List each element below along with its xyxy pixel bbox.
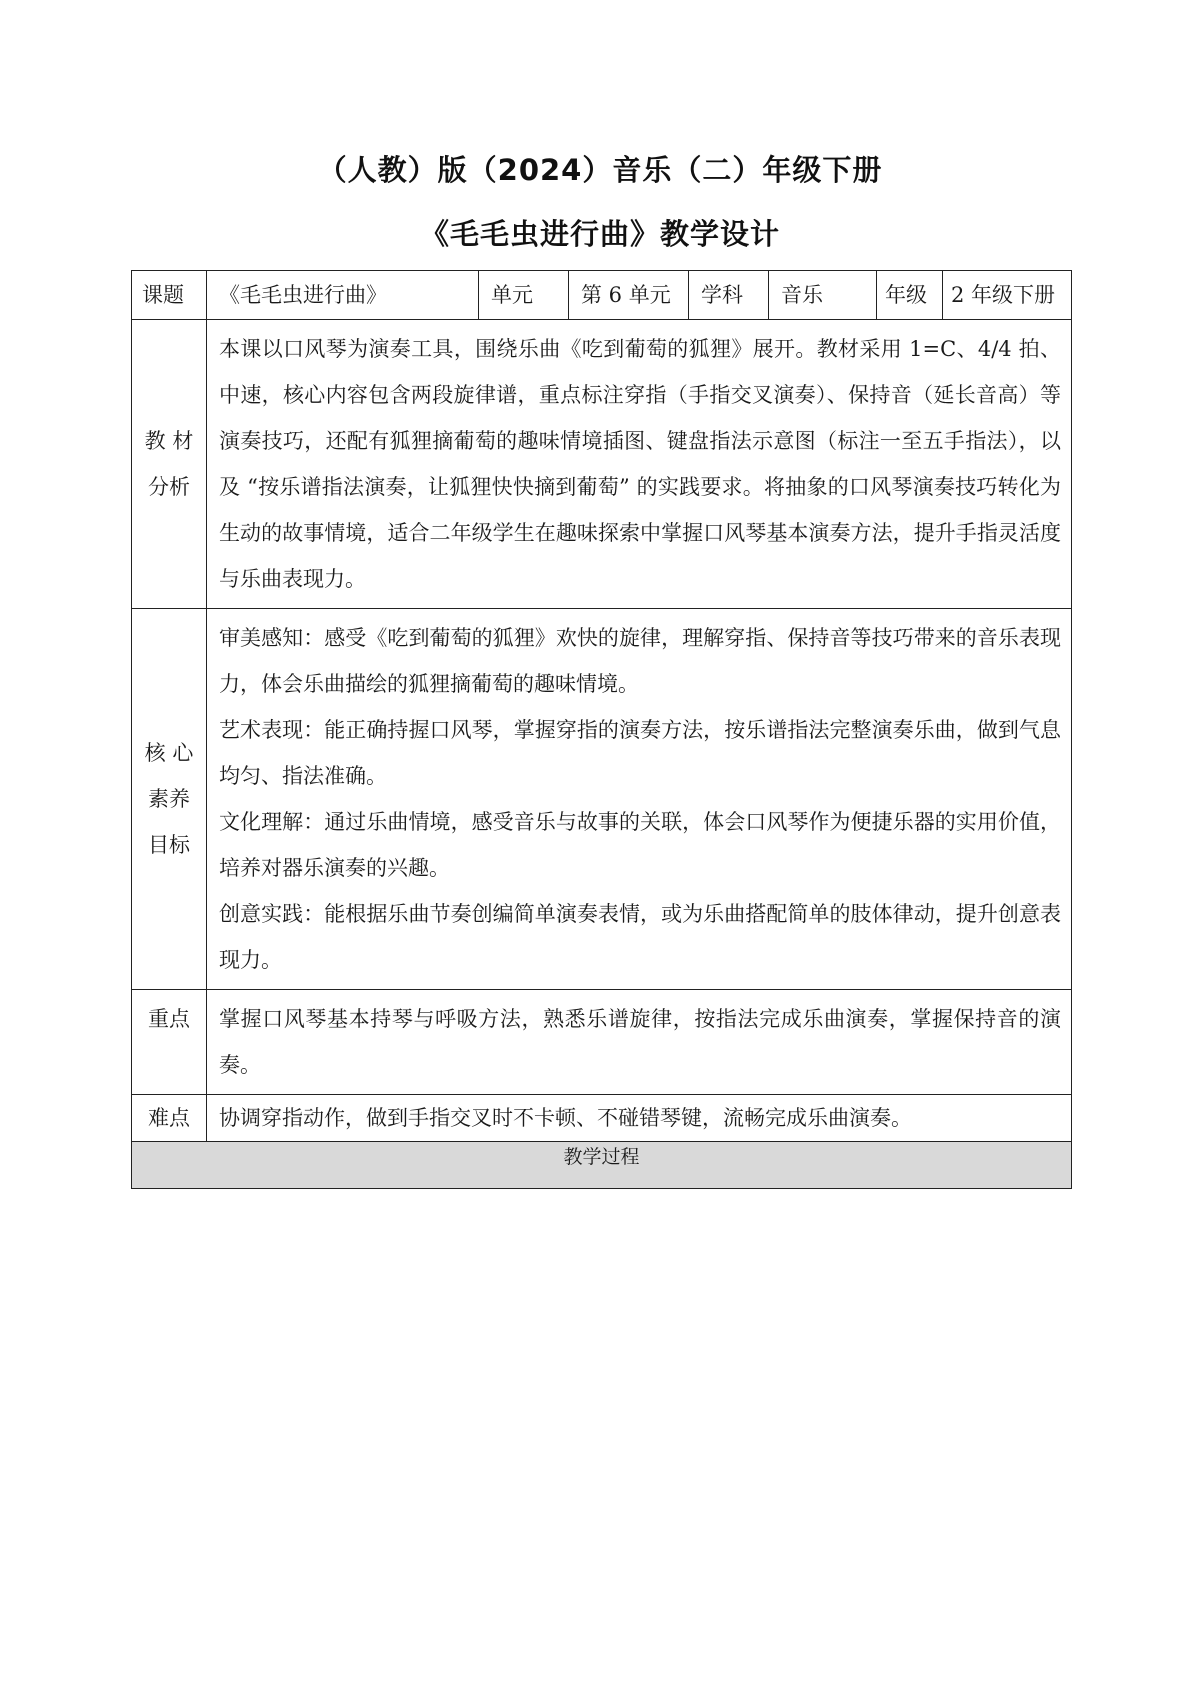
header-row [132, 271, 1072, 320]
core-goals-label [132, 609, 207, 990]
grade-label: 年级 [877, 271, 943, 320]
topic-label: 课题 [132, 271, 207, 320]
lesson-plan-table [131, 270, 1072, 1189]
core-goals-label-line1: 核 心 [144, 741, 194, 765]
goal-artistic: 艺术表现：能正确持握口风琴，掌握穿指的演奏方法，按乐谱指法完整演奏乐曲，做到气息均匀、指法准确。 [219, 718, 1061, 788]
unit-label: 单元 [479, 271, 569, 320]
subject-label: 学科 [689, 271, 769, 320]
material-analysis-content [207, 320, 1072, 609]
core-goals-row [132, 609, 1072, 990]
document-subtitle: 《毛毛虫进行曲》教学设计 [419, 217, 780, 251]
key-point-text: 掌握口风琴基本持琴与呼吸方法，熟悉乐谱旋律，按指法完成乐曲演奏，掌握保持音的演奏。 [219, 1007, 1061, 1077]
grade-value: 2 年级下册 [943, 271, 1072, 320]
material-analysis-row [132, 320, 1072, 609]
material-analysis-text: 本课以口风琴为演奏工具，围绕乐曲《吃到葡萄的狐狸》展开。教材采用 1=C、4/4 拍、中速，核心内容包含两段旋律谱，重点标注穿指（手指交叉演奏）、保持音（延长音高）等演奏技巧，还配有狐狸摘葡萄的趣味情境插图、键盘指法示意图（标注一至五手指法），以及 “按乐谱指法演奏，让狐狸快快摘到葡萄” 的实践要求。将抽象的口风琴演奏技巧转化为生动的故事情境，适合二年级学生在趣味探索中掌握口风琴基本演奏方法，提升手指灵活度与乐曲表现力。 [219, 337, 1061, 591]
difficulty-text: 协调穿指动作，做到手指交叉时不卡顿、不碰错琴键，流畅完成乐曲演奏。 [219, 1106, 912, 1130]
subject-value: 音乐 [769, 271, 877, 320]
core-goals-content [207, 609, 1072, 990]
topic-value: 《毛毛虫进行曲》 [207, 271, 479, 320]
core-goals-label-line2: 素养 [148, 787, 190, 811]
document-title: （人教）版（2024）音乐（二）年级下册 [317, 153, 883, 187]
unit-value: 第 6 单元 [569, 271, 689, 320]
material-analysis-label-line1: 教 材 [144, 429, 194, 453]
process-header-row [132, 1142, 1072, 1189]
key-point-row [132, 990, 1072, 1095]
difficulty-content [207, 1095, 1072, 1142]
core-goals-list [207, 609, 1071, 989]
difficulty-label: 难点 [132, 1095, 207, 1142]
key-point-label: 重点 [132, 990, 207, 1095]
process-header: 教学过程 [132, 1142, 1072, 1189]
difficulty-row [132, 1095, 1072, 1142]
goal-creative: 创意实践：能根据乐曲节奏创编简单演奏表情，或为乐曲搭配简单的肢体律动，提升创意表现力。 [219, 902, 1061, 972]
goal-cultural: 文化理解：通过乐曲情境，感受音乐与故事的关联，体会口风琴作为便捷乐器的实用价值，培养对器乐演奏的兴趣。 [219, 810, 1061, 880]
material-analysis-label-line2: 分析 [148, 475, 190, 499]
material-analysis-label [132, 320, 207, 609]
core-goals-label-line3: 目标 [148, 833, 190, 857]
key-point-content [207, 990, 1072, 1095]
goal-aesthetic: 审美感知：感受《吃到葡萄的狐狸》欢快的旋律，理解穿指、保持音等技巧带来的音乐表现力，体会乐曲描绘的狐狸摘葡萄的趣味情境。 [219, 626, 1061, 696]
